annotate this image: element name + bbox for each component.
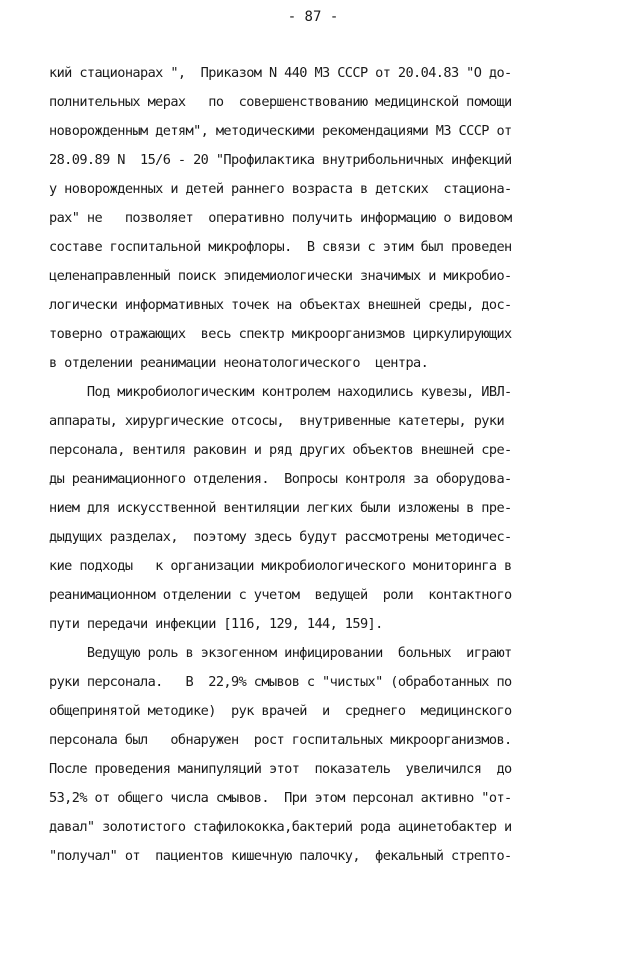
text-line: кий стационарах ", Приказом N 440 МЗ СССР от 20.04.83 "О до-	[49, 65, 512, 81]
text-line: "получал" от пациентов кишечную палочку, фекальный стрепто-	[49, 848, 512, 864]
text-line: 28.09.89 N 15/6 - 20 "Профилактика внутрибольничных инфекций	[49, 152, 512, 168]
text-line: ды реанимационного отделения. Вопросы контроля за оборудова-	[49, 471, 512, 487]
text-line: товерно отражающих весь спектр микроорганизмов циркулирующих	[49, 326, 512, 342]
text-line: давал" золотистого стафилококка,бактерий рода ацинетобактер и	[49, 819, 512, 835]
text-line: рах" не позволяет оперативно получить информацию о видовом	[49, 210, 512, 226]
text-line: аппараты, хирургические отсосы, внутривенные катетеры, руки	[49, 413, 505, 429]
text-line: в отделении реанимации неонатологического центра.	[49, 355, 429, 371]
text-line: Под микробиологическим контролем находились кувезы, ИВЛ-	[49, 384, 512, 400]
text-line: нием для искусственной вентиляции легких были изложены в пре-	[49, 500, 512, 516]
page-number: - 87 -	[287, 9, 339, 25]
text-line: логически информативных точек на объектах внешней среды, дос-	[49, 297, 512, 313]
text-line: персонала, вентиля раковин и ряд других объектов внешней сре-	[49, 442, 512, 458]
text-line: После проведения манипуляций этот показатель увеличился до	[49, 761, 512, 777]
text-line: 53,2% от общего числа смывов. При этом персонал активно "от-	[49, 790, 512, 806]
text-line: Ведущую роль в экзогенном инфицировании больных играют	[49, 645, 512, 661]
text-line: составе госпитальной микрофлоры. В связи с этим был проведен	[49, 239, 512, 255]
text-line: у новорожденных и детей раннего возраста в детских стациона-	[49, 181, 512, 197]
text-line: пути передачи инфекции [116, 129, 144, 159].	[49, 616, 383, 632]
text-line: персонала был обнаружен рост госпитальных микроорганизмов.	[49, 732, 512, 748]
text-line: полнительных мерах по совершенствованию медицинской помощи	[49, 94, 512, 110]
text-line: дыдущих разделах, поэтому здесь будут рассмотрены методичес-	[49, 529, 512, 545]
text-line: целенаправленный поиск эпидемиологически значимых и микробио-	[49, 268, 512, 284]
text-line: новорожденным детям", методическими рекомендациями МЗ СССР от	[49, 123, 512, 139]
text-line: кие подходы к организации микробиологического мониторинга в	[49, 558, 512, 574]
text-line: общепринятой методике) рук врачей и среднего медицинского	[49, 703, 512, 719]
text-line: руки персонала. В 22,9% смывов с "чистых" (обработанных по	[49, 674, 512, 690]
text-line: реанимационном отделении с учетом ведущей роли контактного	[49, 587, 512, 603]
